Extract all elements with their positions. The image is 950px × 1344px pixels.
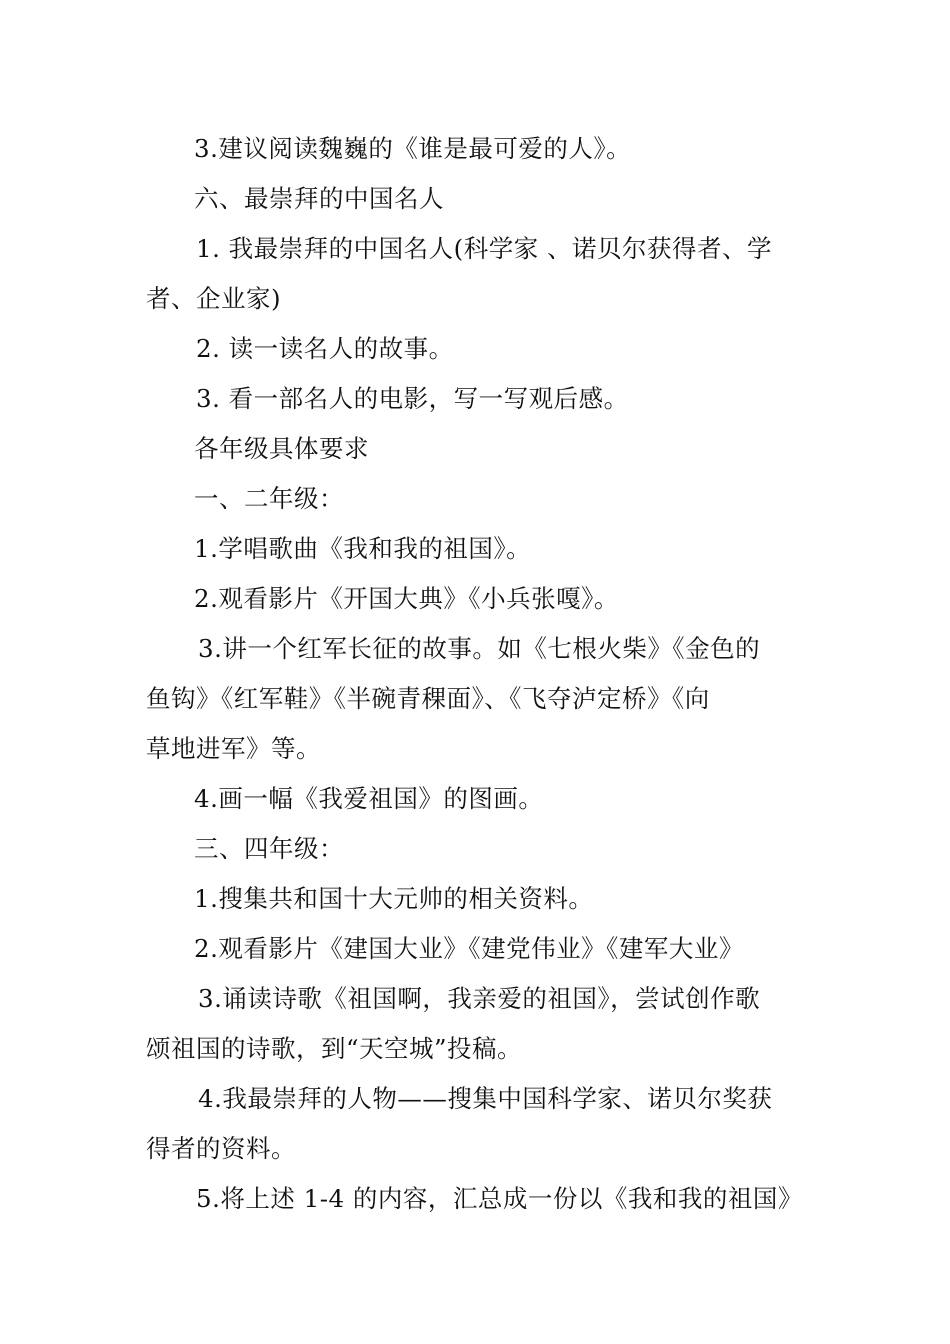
text-line: 5.将上述 1-4 的内容，汇总成一份以《我和我的祖国》 xyxy=(196,1184,803,1213)
text-line: 3.讲一个红军长征的故事。如《七根火柴》《金色的 xyxy=(198,634,761,663)
section-heading: 三、四年级： xyxy=(194,834,344,863)
text-line: 草地进军》等。 xyxy=(146,734,321,763)
text-line: 3.诵读诗歌《祖国啊，我亲爱的祖国》，尝试创作歌 xyxy=(198,984,761,1013)
text-line: 1. 我最崇拜的中国名人(科学家 、诺贝尔获得者、学 xyxy=(196,234,773,263)
text-line: 者、企业家) xyxy=(146,284,282,313)
text-line: 颂祖国的诗歌，到“天空城”投稿。 xyxy=(146,1034,523,1063)
text-line: 3.建议阅读魏巍的《谁是最可爱的人》。 xyxy=(194,134,632,163)
section-heading: 六、最崇拜的中国名人 xyxy=(194,184,444,213)
text-line: 3. 看一部名人的电影，写一写观后感。 xyxy=(196,384,629,413)
text-line: 2.观看影片《建国大业》《建党伟业》《建军大业》 xyxy=(194,934,744,963)
section-heading: 一、二年级： xyxy=(194,484,344,513)
text-line: 2. 读一读名人的故事。 xyxy=(196,334,454,363)
section-heading: 各年级具体要求 xyxy=(194,434,369,463)
text-line: 鱼钩》《红军鞋》《半碗青稞面》、《飞夺泸定桥》《向 xyxy=(146,684,710,713)
text-line: 2.观看影片《开国大典》《小兵张嘎》。 xyxy=(194,584,619,613)
text-line: 1.学唱歌曲《我和我的祖国》。 xyxy=(194,534,532,563)
text-line: 4.我最崇拜的人物——搜集中国科学家、诺贝尔奖获 xyxy=(198,1084,773,1113)
text-line: 4.画一幅《我爱祖国》的图画。 xyxy=(194,784,544,813)
text-line: 1.搜集共和国十大元帅的相关资料。 xyxy=(194,884,594,913)
text-line: 得者的资料。 xyxy=(146,1134,296,1163)
